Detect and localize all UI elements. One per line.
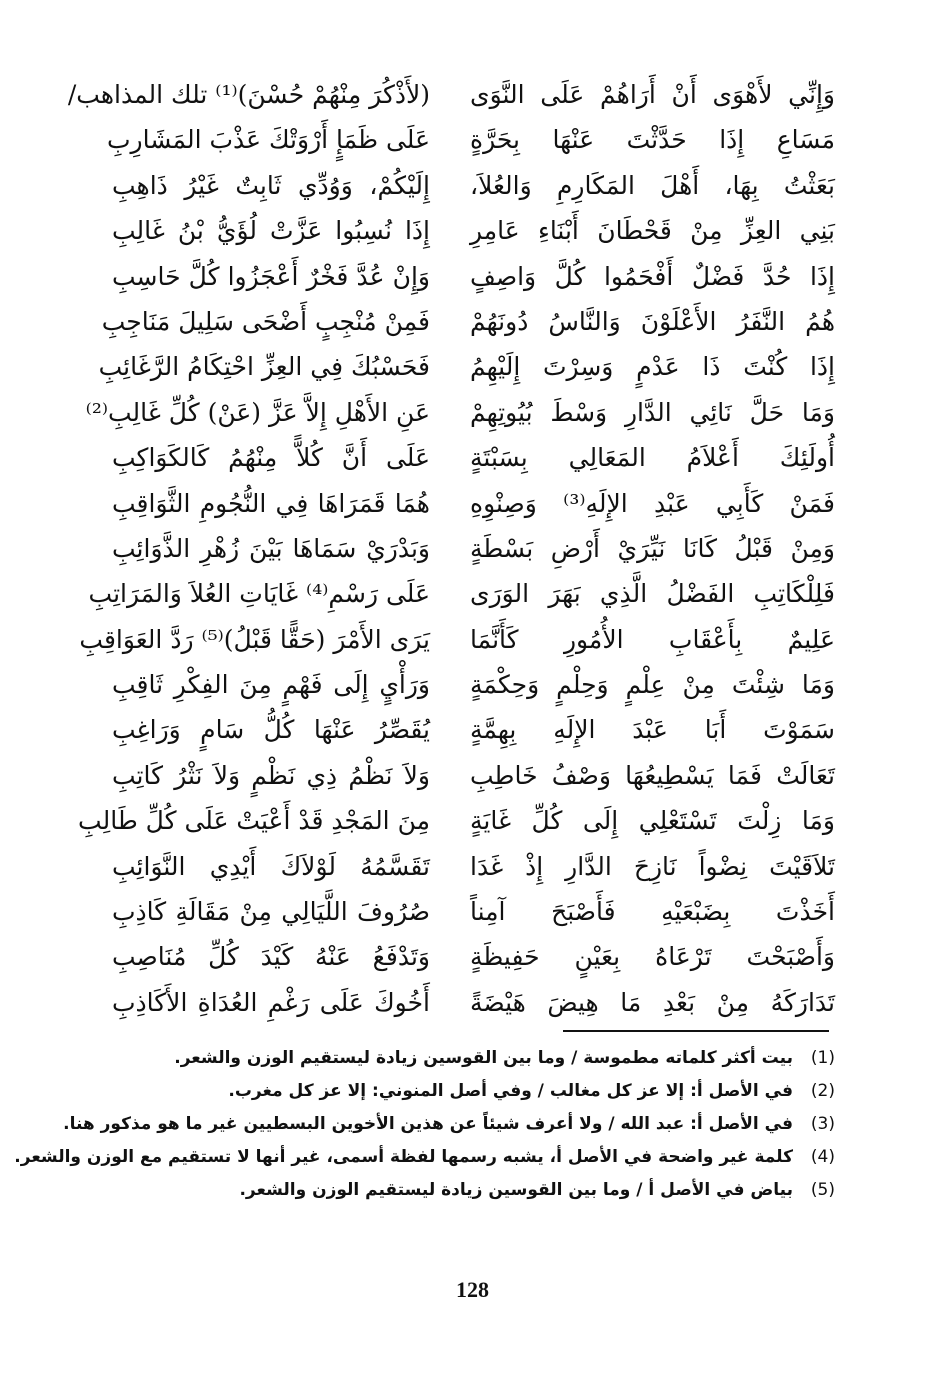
- verse-line: وَبَدْرَيْ سَمَاهَا بَيْنَ زُهْرِ الذَّوَائِبِ: [112, 533, 430, 563]
- verse-line: أُولَئِكَ أَعْلاَمُ المَعَالِي بِسَبْتَةٍ: [470, 443, 835, 473]
- verse-line: وَمِنْ قَبْلُ كَانَا نَيِّرَيْ أَرْضِ بَسْطَةٍ: [470, 533, 835, 563]
- verse-line: تَعَالَتْ فَمَا يَسْطِيعُهَا وَصْفُ خَاطِبِ: [470, 760, 835, 790]
- poem-right-column: [470, 72, 835, 1025]
- verse-line: وَإِنِّي لأَهْوَى أَنْ أَرَاهُمْ عَلَى النَّوَى: [470, 80, 835, 109]
- footnote-text: كلمة غير واضحة في الأصل أ، يشبه رسمها لفظة أسمى، غير أنها لا تستقيم مع الوزن والشعر.: [14, 1147, 793, 1167]
- verse-line: فَمِنْ مُنْجِبٍ أَضْحَى سَلِيلَ مَنَاجِبِ: [101, 306, 430, 336]
- verse-line: هُمَا قَمَرَاهَا فِي النُّجُومِ الثَّوَاقِبِ: [112, 488, 430, 518]
- footnote: [60, 1174, 835, 1207]
- footnote-text: بيت أكثر كلماته مطموسة / وما بين القوسين زيادة ليستقيم الوزن والشعر.: [174, 1048, 793, 1068]
- footnote: [14, 1141, 835, 1174]
- verse-line: عَلِيمٌ بِأَعْقَابِ الأُمُورِ كَأَنَّمَا: [470, 624, 835, 654]
- verse-line: أَخُوكَ عَلَى رَغْمِ العُدَاةِ الأَكَاذِبِ: [112, 987, 430, 1017]
- verse-line: تَدَارَكَهُ مِنْ بَعْدِ مَا هِيضَ هَيْضَةً: [470, 987, 835, 1017]
- footnote-number: (2): [810, 1081, 835, 1101]
- verse-line: إِلَيْكُمْ، وَوُدِّي ثَابِتٌ غَيْرُ ذَاهِبِ: [112, 170, 430, 200]
- verse-line: فَحَسْبُكَ فِي العِزِّ احْتِكَامُ الرَّغَائِبِ: [98, 352, 430, 382]
- footnote-number: (4): [810, 1147, 835, 1167]
- verse-line: إِذَا كُنْتَ ذَا عَدْمٍ وَسِرْتَ إِلَيْهِمُ: [470, 352, 835, 382]
- verse-line: عَلَى أَنَّ كُلاًّ مِنْهُمُ كَالكَوَاكِبِ: [112, 443, 430, 473]
- footnote: [60, 1075, 835, 1108]
- footnotes: [14, 1042, 835, 1207]
- verse-line: تَقَسَّمُهُ لَوْلاَكَ أَيْدِي النَّوَائِبِ: [112, 851, 430, 881]
- verse-line: فَلِلْكَاتِبِ الفَضْلُ الَّذِي بَهَرَ الوَرَى: [470, 579, 835, 609]
- verse-line: وَرَأْيٍ إِلَى فَهْمٍ مِنَ الفِكْرِ ثَاقِبِ: [112, 670, 430, 700]
- footnote-number: (1): [810, 1048, 835, 1068]
- verse-line: إِذَا حُدَّ فَضْلٌ أَفْحَمُوا كُلَّ وَاصِفٍ: [470, 261, 835, 291]
- verse-line: وَتَدْفَعُ عَنْهُ كَيْدَ كُلِّ مُنَاصِبِ: [112, 942, 430, 972]
- verse-line: عَلَى رَسْمِ⁽⁴⁾ غَايَاتِ العُلاَ وَالمَرَاتِبِ: [88, 579, 430, 609]
- verse-line: هُمُ النَّفَرُ الأَعْلَوْنَ وَالنَّاسُ دُونَهُمْ: [470, 306, 835, 336]
- verse-line: وَمَا زِلْتَ تَسْتَعْلِي إِلَى كُلِّ غَايَةٍ: [470, 806, 835, 836]
- verse-line: وَمَا حَلَّ نَائِي الدَّارِ وَسْطَ بُيُوتِهِمْ: [470, 397, 835, 427]
- verse-line: وَلاَ نَظْمُ ذِي نَظْمٍ وَلاَ نَثْرُ كَاتِبِ: [112, 760, 430, 790]
- verse-line: مِنَ المَجْدِ قَدْ أَعْيَتْ عَلَى كُلِّ طَالِبِ: [78, 806, 430, 836]
- verse-line: بَنِي العِزِّ مِنْ قَحْطَانَ أَبْنَاءِ عَامِرِ: [470, 216, 835, 246]
- footnote: [60, 1108, 835, 1141]
- verse-line: أَخَذْتَ بِضَبْعَيْهِ فَأَصْبَحَ آمِناً: [470, 897, 835, 927]
- footnote-number: (5): [810, 1180, 835, 1200]
- verse-line: وَإِنْ عُدَّ فَخْرٌ أَعْجَزُوا كُلَّ حَاسِبِ: [112, 261, 430, 291]
- footnote: [60, 1042, 835, 1075]
- footnote-text: في الأصل أ: عبد الله / ولا أعرف شيئاً عن هذين الأخوين البسطيين غير ما هو مذكور هنا.: [63, 1114, 793, 1134]
- verse-line: إِذَا نُسِبُوا عَزَّتْ لُؤَيُّ بْنُ غَالِبِ: [112, 216, 430, 246]
- verse-line: يُقَصِّرُ عَنْهَا كُلُّ سَامٍ وَرَاغِبِ: [112, 715, 430, 745]
- verse-line: عَلَى ظَمَإٍ أَرْوَتْكَ عَذْبَ المَشَارِبِ: [106, 125, 430, 155]
- page-number: 128: [456, 1277, 489, 1302]
- verse-line: بَعَثْتُ بِهَا، أَهْلَ المَكَارِمِ وَالعُلاَ،: [470, 170, 835, 200]
- verse-line: (لأَذْكُرَ مِنْهُمْ حُسْنَ)⁽¹⁾ تلك المذاهب/: [67, 80, 430, 109]
- footnote-number: (3): [810, 1114, 835, 1134]
- poem-left-column: [67, 72, 430, 1025]
- verse-line: عَنِ الأَهْلِ إِلاَّ عَزَّ (عَنْ) كُلِّ غَالِبِ⁽²⁾: [85, 397, 430, 427]
- footnote-text: بياض في الأصل أ / وما بين القوسين زيادة ليستقيم الوزن والشعر.: [239, 1180, 793, 1200]
- verse-line: فَمَنْ كَأَبِي عَبْدِ الإِلَهِ⁽³⁾ وَصِنْوِهِ: [470, 488, 835, 518]
- verse-line: يَرَى الأَمْرَ (حَقًّا قَبْلُ)⁽⁵⁾ رَدَّ العَوَاقِبِ: [79, 624, 430, 654]
- footnote-text: في الأصل أ: إلا عز كل مغالب / وفي أصل المنوني: إلا عز كل مغرب.: [228, 1081, 793, 1101]
- verse-line: وَأَصْبَحْتَ تَرْعَاهُ بِعَيْنٍ حَفِيظَةٍ: [470, 942, 835, 972]
- verse-line: صُرُوفَ اللَّيَالِي مِنْ مَقَالَةِ كَاذِبِ: [112, 897, 430, 927]
- verse-line: وَمَا شِئْتَ مِنْ عِلْمٍ وَحِلْمٍ وَحِكْمَةٍ: [470, 670, 835, 700]
- verse-line: تَلاَقَيْتَ نِضْواً نَازِحَ الدَّارِ إِذْ غَدَا: [470, 851, 835, 881]
- verse-line: سَمَوْتَ أَبَا عَبْدَ الإِلَهِ بِهِمَّةٍ: [470, 715, 835, 745]
- footnote-separator: [563, 1030, 829, 1032]
- verse-line: مَسَاعِ إِذَا حَدَّثْتَ عَنْهَا بِحَرَّةٍ: [470, 125, 835, 155]
